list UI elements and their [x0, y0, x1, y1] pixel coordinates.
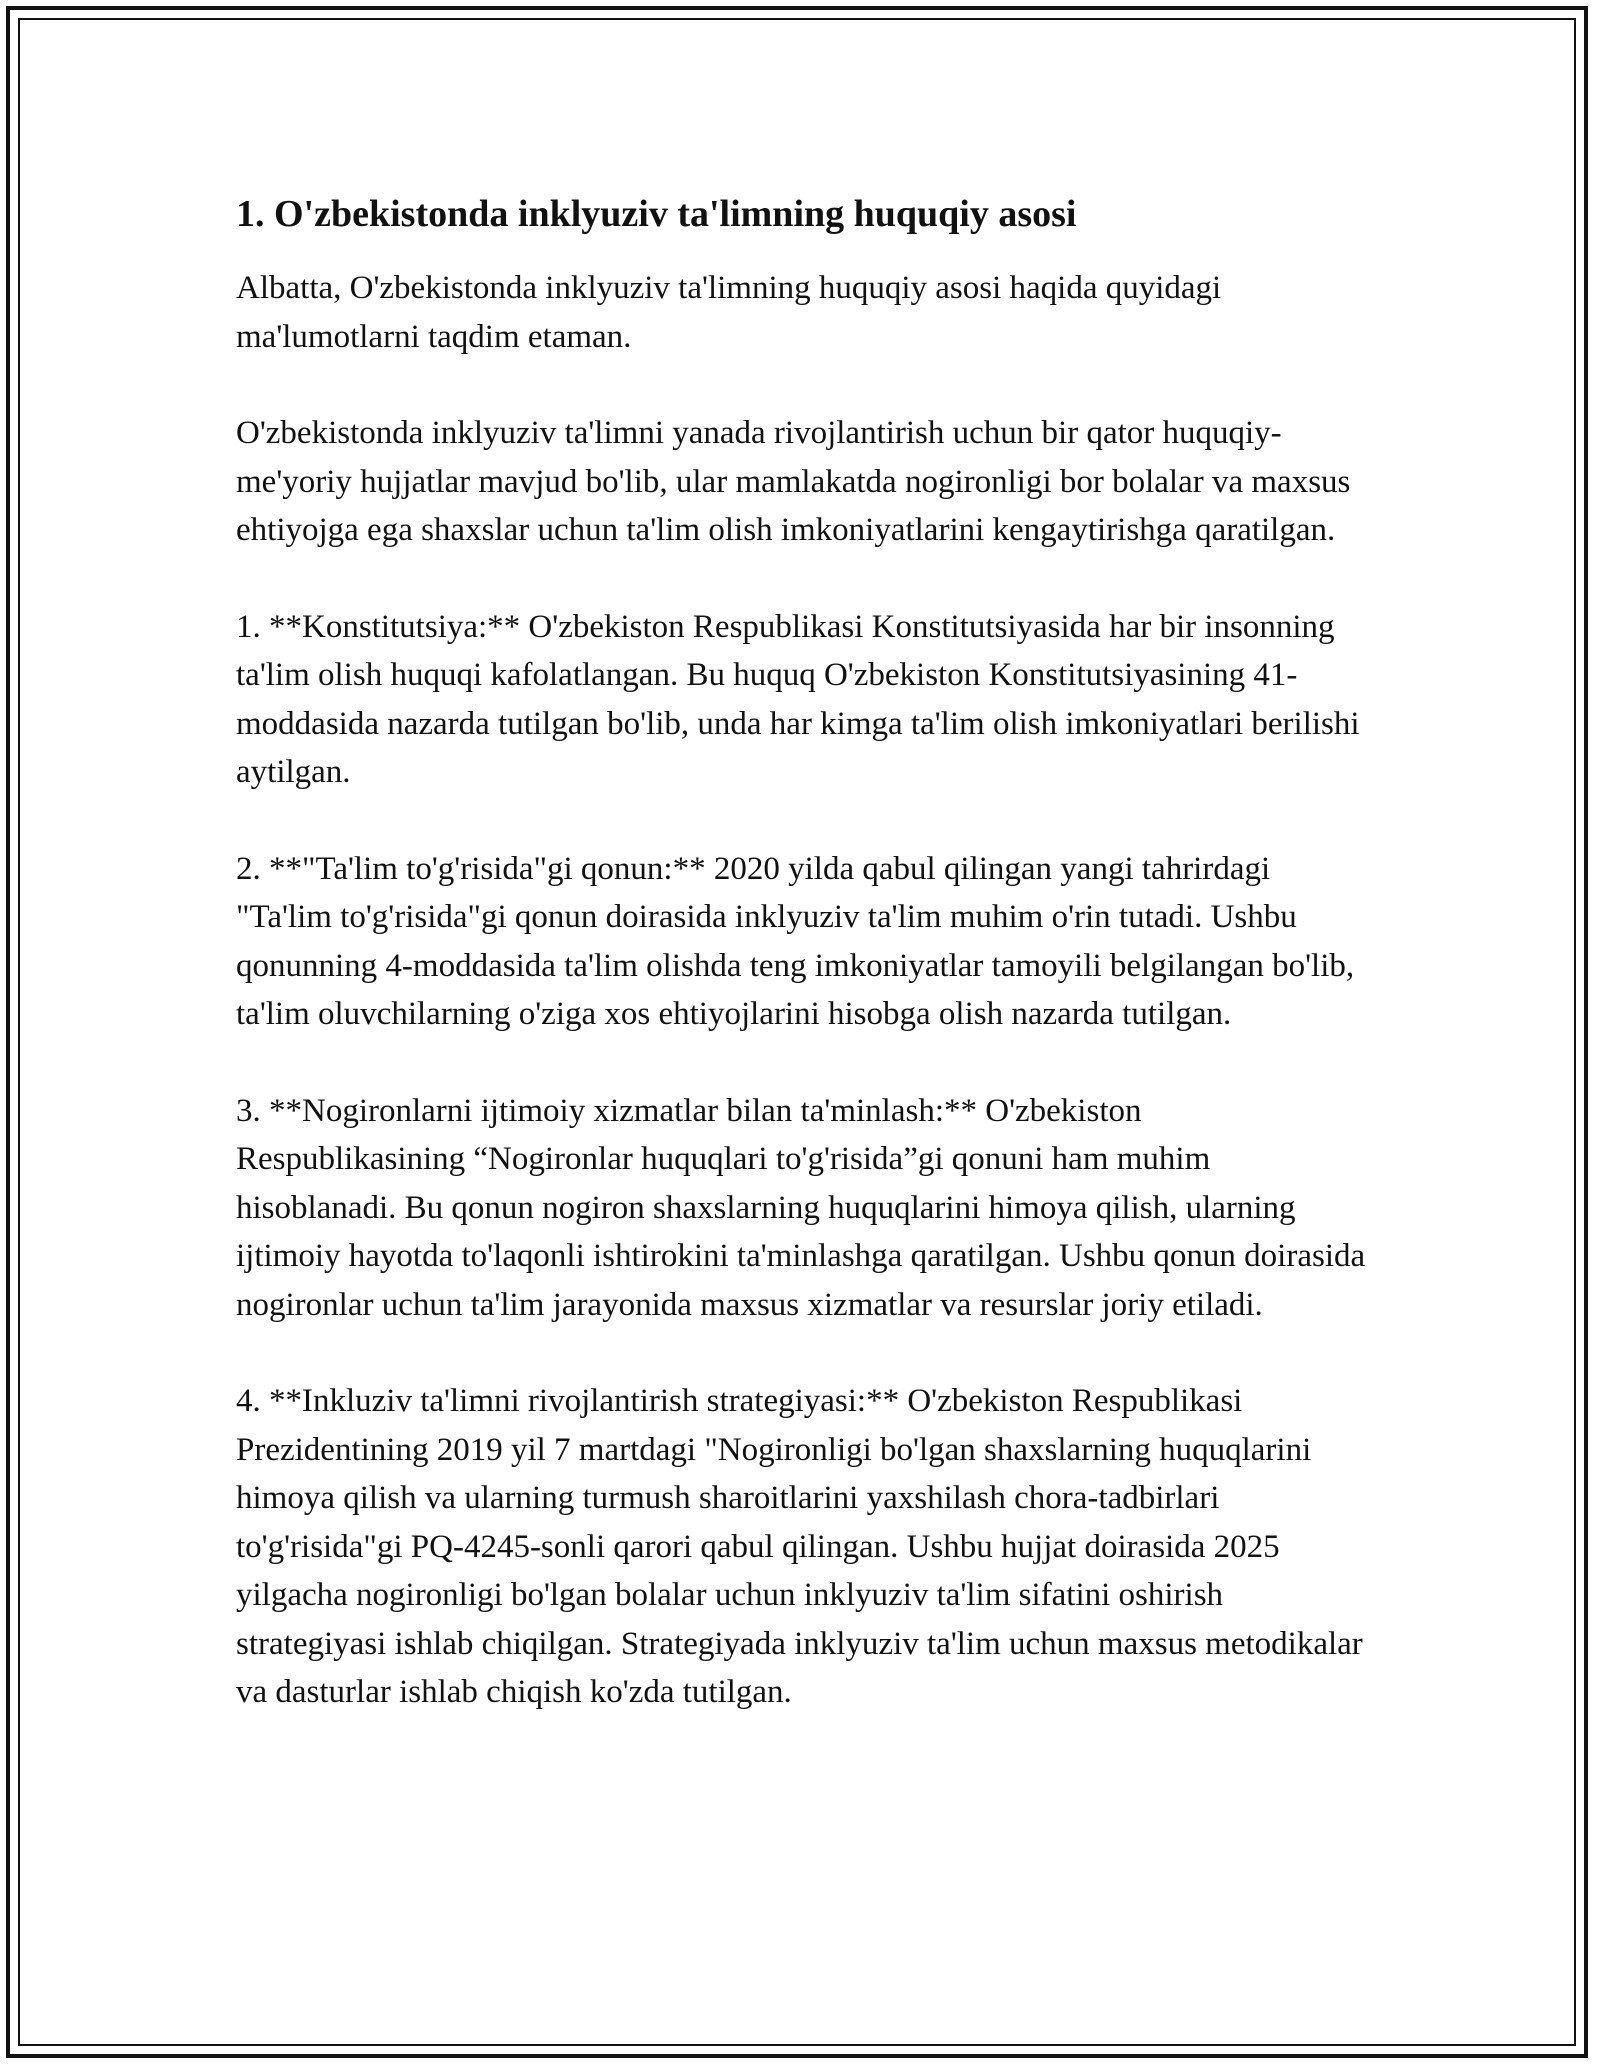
paragraph-disability-law: 3. **Nogironlarni ijtimoiy xizmatlar bilan ta'minlash:** O'zbekiston Respublikasining “Nogironlar huquqlari to'g'risida”gi qonuni ham muhim hisoblanadi. Bu qonun nogiron shaxslarning huquqlarini himoya qilish, ularning ijtimoiy hayotda to'laqonli ishtirokini ta'minlashga qaratilgan. Ushbu qonun doirasida nogironlar uchun ta'lim jarayonida maxsus xizmatlar va resurslar joriy etiladi.: [236, 1092, 1366, 1323]
paragraph-intro: Albatta, O'zbekistonda inklyuziv ta'limning huquqiy asosi haqida quyidagi ma'lumotlarni taqdim etaman.: [236, 270, 1222, 355]
paragraph-constitution: 1. **Konstitutsiya:** O'zbekiston Respublikasi Konstitutsiyasida har bir insonning ta'lim olish huquqi kafolatlangan. Bu huquq O'zbekiston Konstitutsiyasining 41-moddasida nazarda tutilgan bo'lib, unda har kimga ta'lim olish imkoniyatlari berilishi aytilgan.: [236, 608, 1360, 790]
paragraph-education-law: 2. **"Ta'lim to'g'risida"gi qonun:** 2020 yilda qabul qilingan yangi tahrirdagi "Ta'lim to'g'risida"gi qonun doirasida inklyuziv ta'lim muhim o'rin tutadi. Ushbu qonunning 4-moddasida ta'lim olishda teng imkoniyatlar tamoyili belgilangan bo'lib, ta'lim oluvchilarning o'ziga xos ehtiyojlarini hisobga olish nazarda tutilgan.: [236, 850, 1355, 1032]
document-title: 1. O'zbekistonda inklyuziv ta'limning huquqiy asosi: [236, 193, 1077, 235]
paragraph-strategy: 4. **Inkluziv ta'limni rivojlantirish strategiyasi:** O'zbekiston Respublikasi Prezidentining 2019 yil 7 martdagi "Nogironligi bo'lgan shaxslarning huquqlarini himoya qilish va ularning turmush sharoitlarini yaxshilash chora-tadbirlari to'g'risida"gi PQ-4245-sonli qarori qabul qilingan. Ushbu hujjat doirasida 2025 yilgacha nogironligi bo'lgan bolalar uchun inklyuziv ta'lim sifatini oshirish strategiyasi ishlab chiqilgan. Strategiyada inklyuziv ta'lim uchun maxsus metodikalar va dasturlar ishlab chiqish ko'zda tutilgan.: [236, 1383, 1363, 1710]
document-body: [236, 186, 1366, 1765]
paragraph-overview: O'zbekistonda inklyuziv ta'limni yanada rivojlantirish uchun bir qator huquqiy-me'yoriy hujjatlar mavjud bo'lib, ular mamlakatda nogironligi bor bolalar va maxsus ehtiyojga ega shaxslar uchun ta'lim olish imkoniyatlarini kengaytirishga qaratilgan.: [236, 415, 1351, 548]
